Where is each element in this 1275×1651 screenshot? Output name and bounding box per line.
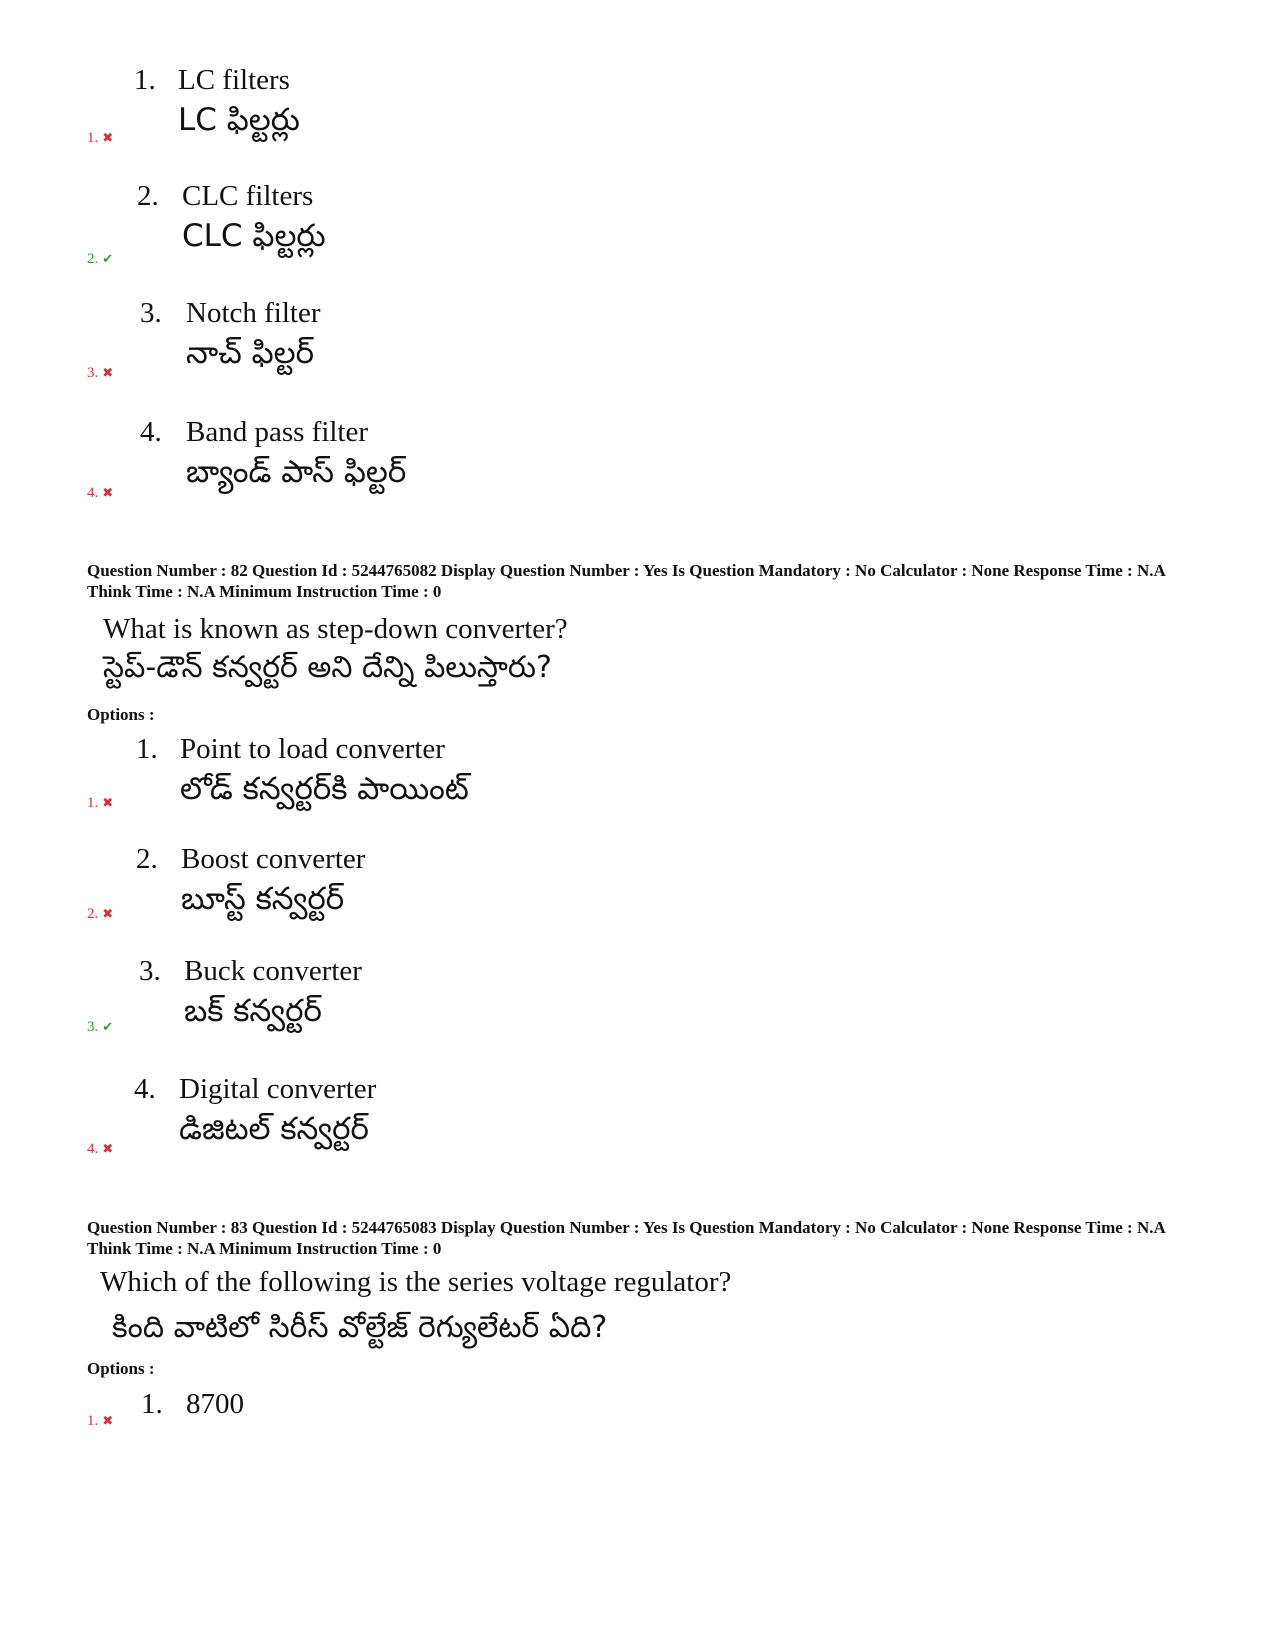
- option-mark: [87, 1019, 113, 1036]
- option-number: 1.: [134, 64, 156, 96]
- question-82-options-label: Options :: [87, 705, 155, 724]
- check-icon: ✔: [102, 1019, 114, 1034]
- option-mark: [87, 1141, 113, 1158]
- question-83-text-en: Which of the following is the series voltage regulator?: [100, 1266, 732, 1298]
- question-83-meta: Question Number : 83 Question Id : 5244765083 Display Question Number : Yes Is Question Mandatory : No Calculator : None Response Time : N.A Think Time : N.A Minimum Instruction Time : 0: [87, 1218, 1165, 1258]
- option-number: 4.: [134, 1073, 156, 1105]
- cross-icon: ✖: [102, 906, 114, 921]
- question-82-meta: Question Number : 82 Question Id : 5244765082 Display Question Number : Yes Is Question Mandatory : No Calculator : None Response Time : N.A Think Time : N.A Minimum Instruction Time : 0: [87, 561, 1165, 601]
- option-mark-number: 4.: [87, 1141, 99, 1157]
- option-mark-number: 1.: [87, 795, 99, 811]
- option-text-te: నాచ్ ఫిల్టర్: [186, 335, 315, 371]
- option-mark: [87, 130, 113, 147]
- option-text-te: LC ఫిల్టర్లు: [178, 102, 300, 138]
- question-83-text-te: కింది వాటిలో సిరీస్ వోల్టేజ్ రెగ్యులేటర్ ఏది?: [112, 1310, 608, 1345]
- option-number: 4.: [140, 416, 162, 448]
- option-mark-number: 2.: [87, 906, 99, 922]
- option-mark-number: 2.: [87, 251, 99, 267]
- option-mark: [87, 906, 113, 923]
- option-text-en: Buck converter: [184, 955, 362, 987]
- check-icon: ✔: [102, 251, 114, 266]
- option-text-te: CLC ఫిల్టర్లు: [182, 218, 326, 254]
- option-mark-number: 3.: [87, 1019, 99, 1035]
- option-number: 1.: [141, 1388, 163, 1420]
- option-text-en: Notch filter: [186, 297, 321, 329]
- question-82-text-te: స్టెప్-డౌన్ కన్వర్టర్ అని దేన్ని పిలుస్తారు?: [103, 650, 552, 685]
- question-83-options-label: Options :: [87, 1359, 155, 1378]
- cross-icon: ✖: [102, 1413, 114, 1428]
- option-text-te: డిజిటల్ కన్వర్టర్: [179, 1111, 369, 1147]
- option-mark: [87, 795, 113, 812]
- option-text-te: బూస్ట్ కన్వర్టర్: [181, 881, 345, 917]
- option-number: 1.: [136, 733, 158, 765]
- cross-icon: ✖: [102, 130, 114, 145]
- question-82-text-en: What is known as step-down converter?: [103, 613, 568, 645]
- option-number: 3.: [140, 297, 162, 329]
- option-text-te: లోడ్ కన్వర్టర్‌కి పాయింట్: [180, 771, 469, 807]
- option-mark-number: 3.: [87, 365, 99, 381]
- option-mark-number: 1.: [87, 1413, 99, 1429]
- cross-icon: ✖: [102, 795, 114, 810]
- option-number: 2.: [136, 843, 158, 875]
- option-text-en: CLC filters: [182, 180, 314, 212]
- option-mark-number: 4.: [87, 485, 99, 501]
- cross-icon: ✖: [102, 485, 114, 500]
- option-text-en: Digital converter: [179, 1073, 377, 1105]
- option-mark: [87, 1413, 113, 1430]
- option-mark-number: 1.: [87, 130, 99, 146]
- option-text-en: 8700: [186, 1388, 244, 1420]
- option-mark: [87, 485, 113, 502]
- option-mark: [87, 251, 113, 268]
- option-text-en: Band pass filter: [186, 416, 369, 448]
- option-mark: [87, 365, 113, 382]
- option-text-te: బక్ కన్వర్టర్: [184, 993, 322, 1029]
- option-text-te: బ్యాండ్ పాస్ ఫిల్టర్: [186, 454, 407, 490]
- cross-icon: ✖: [102, 365, 114, 380]
- option-number: 2.: [137, 180, 159, 212]
- option-text-en: LC filters: [178, 64, 290, 96]
- cross-icon: ✖: [102, 1141, 114, 1156]
- option-number: 3.: [139, 955, 161, 987]
- option-text-en: Point to load converter: [180, 733, 445, 765]
- option-text-en: Boost converter: [181, 843, 366, 875]
